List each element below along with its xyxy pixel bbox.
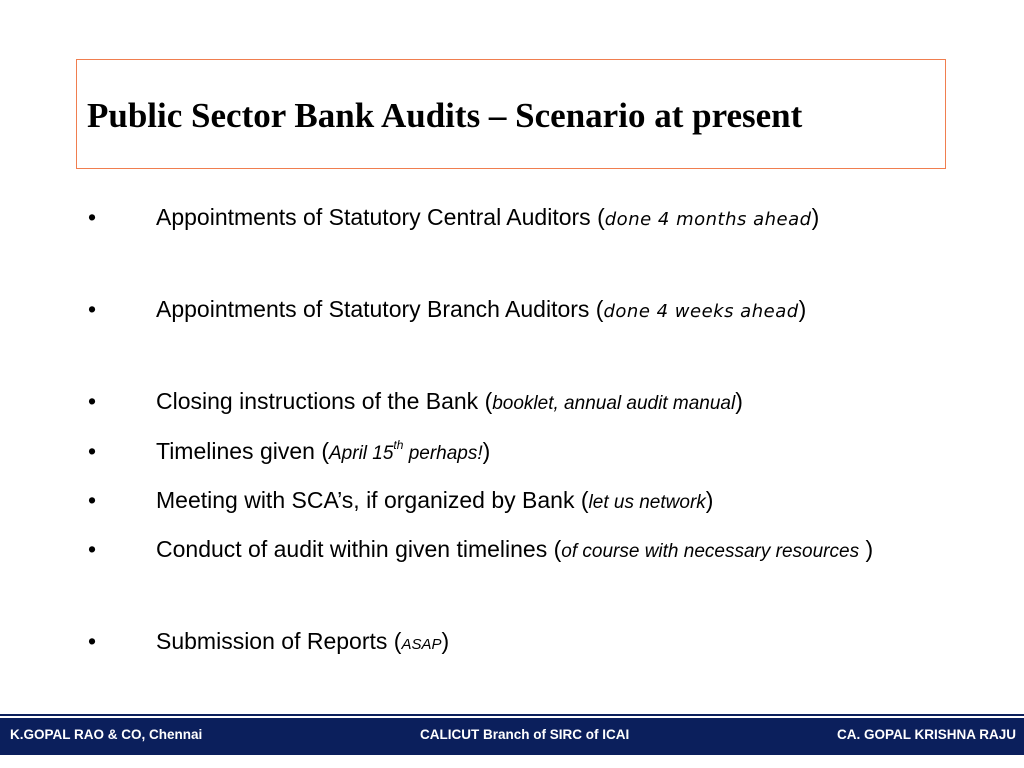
bullet-main-text: Timelines given <box>156 438 315 464</box>
bullet-text <box>156 618 937 668</box>
bullet-marker: • <box>88 438 97 464</box>
bullet-main-text: Submission of Reports <box>156 628 388 654</box>
bullet-close-paren: ) <box>735 388 743 414</box>
bullet-text <box>156 477 937 526</box>
bullet-note: ASAP <box>401 636 442 653</box>
bullet-open-paren: ( <box>321 438 329 464</box>
bullet-close-paren: ) <box>798 296 807 322</box>
footer-branch-name: CALICUT Branch of SIRC of ICAI <box>420 727 630 742</box>
footer-presenter-name: CA. GOPAL KRISHNA RAJU <box>836 727 1016 742</box>
bullet-marker: • <box>88 388 97 414</box>
bullet-note-superscript: th <box>393 438 404 452</box>
bullet-note: of course with necessary resources <box>561 541 860 562</box>
bullet-main-text: Appointments of Statutory Central Auditors <box>156 204 591 230</box>
bullet-open-paren: ( <box>595 296 604 322</box>
bullet-note: done 4 weeks ahead <box>603 301 799 322</box>
slide-title: Public Sector Bank Audits – Scenario at present <box>87 96 803 135</box>
bullet-open-paren: ( <box>597 204 605 230</box>
bullet-marker: • <box>88 628 97 654</box>
bullet-main-text: Meeting with SCA’s, if organized by Bank <box>156 487 575 513</box>
bullet-note-remark: perhaps! <box>403 443 483 464</box>
bullet-note: done 4 months ahead <box>604 209 812 230</box>
bullet-text <box>156 378 937 427</box>
bullet-note: let us network <box>588 492 706 513</box>
bullet-marker: • <box>88 536 97 562</box>
bullet-main-text: Closing instructions of the Bank <box>156 388 479 414</box>
bullet-note-date: April 15 <box>329 443 394 464</box>
bullet-close-paren: ) <box>441 628 450 654</box>
bullet-note: booklet, annual audit manual <box>492 393 736 414</box>
footer-firm-name: K.GOPAL RAO & CO, Chennai <box>10 727 203 742</box>
footer-bar <box>0 716 1024 755</box>
bullet-open-paren: ( <box>580 487 589 513</box>
bullet-marker: • <box>88 204 97 230</box>
bullet-open-paren: ( <box>484 388 493 414</box>
bullet-close-paren: ) <box>482 438 491 464</box>
bullet-text <box>156 428 937 477</box>
bullet-text <box>156 526 937 575</box>
bullet-text <box>156 194 937 243</box>
bullet-close-paren: ) <box>859 536 874 562</box>
bullet-main-text: Appointments of Statutory Branch Auditors <box>156 296 590 322</box>
bullet-text <box>156 286 937 335</box>
bullet-marker: • <box>88 487 97 513</box>
bullet-close-paren: ) <box>811 204 820 230</box>
bullet-marker: • <box>88 296 97 322</box>
bullet-close-paren: ) <box>705 487 714 513</box>
bullet-open-paren: ( <box>393 628 402 654</box>
bullet-open-paren: ( <box>553 536 562 562</box>
bullet-main-text: Conduct of audit within given timelines <box>156 536 548 562</box>
